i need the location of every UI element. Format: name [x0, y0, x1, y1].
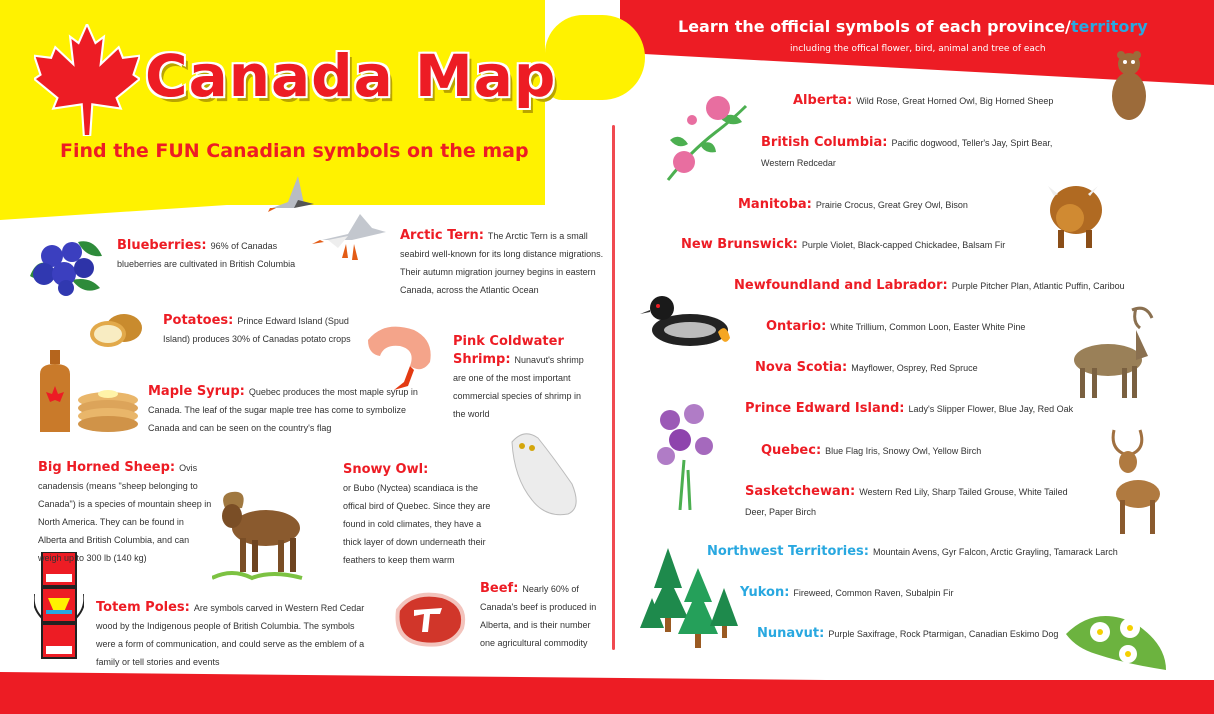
- provinces-heading-main: Learn the official symbols of each province/: [678, 17, 1071, 36]
- fact-title: Big Horned Sheep:: [38, 460, 176, 475]
- province-symbols: Wild Rose, Great Horned Owl, Big Horned Sheep: [856, 96, 1054, 106]
- province-prince-edward-island: [745, 399, 1073, 419]
- fact-snowy-owl: [343, 461, 493, 569]
- province-symbols: White Trillium, Common Loon, Easter White Pine: [830, 322, 1026, 332]
- mountain-avens-icon: [1066, 604, 1170, 670]
- province-alberta: [793, 91, 1053, 111]
- fact-blueberries: [117, 237, 317, 273]
- deer-icon: [1100, 428, 1172, 538]
- snowy-owl-icon: [494, 428, 586, 520]
- province-name: Quebec:: [761, 443, 822, 458]
- fact-title: Snowy Owl:: [343, 462, 429, 477]
- fact-potatoes: [163, 312, 358, 348]
- province-name: Manitoba:: [738, 197, 812, 212]
- territory-yukon: [740, 583, 953, 603]
- province-name: Nova Scotia:: [755, 360, 848, 375]
- fact-text: The Arctic Tern is a small seabird well-known for its long distance migrations. Their autumn migration journey begins in eastern Canada, across the Atlantic Ocean: [400, 231, 604, 295]
- province-symbols: Western Red Lily, Sharp Tailed Grouse, White Tailed Deer, Paper Birch: [745, 487, 1068, 517]
- puzzle-knob-decoration: [545, 15, 645, 100]
- fact-text: Ovis canadensis (means "sheep belonging to Canada") is a species of mountain sheep in North America. They can be found in Alberta and British Columbia, and can weigh up to 300 lb (140 kg): [38, 463, 212, 563]
- province-saskatchewan: [745, 482, 1085, 522]
- province-ontario: [766, 317, 1025, 337]
- fact-title: Pink Coldwater Shrimp:: [453, 334, 564, 367]
- fact-title: Blueberries:: [117, 238, 207, 253]
- page-subtitle: Find the FUN Canadian symbols on the map: [60, 140, 529, 162]
- blueberries-icon: [28, 236, 104, 296]
- loon-icon: [640, 292, 732, 356]
- territory-symbols: Purple Saxifrage, Rock Ptarmigan, Canadian Eskimo Dog: [828, 629, 1059, 639]
- territory-name: Northwest Territories:: [707, 544, 869, 559]
- fact-shrimp: [453, 333, 593, 423]
- province-symbols: Blue Flag Iris, Snowy Owl, Yellow Birch: [825, 446, 982, 456]
- provinces-subheading: including the offical flower, bird, animal and tree of each: [790, 44, 1046, 54]
- province-symbols: Purple Violet, Black-capped Chickadee, Balsam Fir: [801, 240, 1006, 250]
- province-name: Sasketchewan:: [745, 484, 856, 499]
- fact-text: Nearly 60% of Canada's beef is produced in Alberta, and is their number one agricultural commodity: [480, 584, 597, 648]
- province-symbols: Lady's Slipper Flower, Blue Jay, Red Oak: [908, 404, 1074, 414]
- fact-bighorn-sheep: [38, 459, 213, 567]
- province-name: Ontario:: [766, 319, 827, 334]
- territory-symbols: Mountain Avens, Gyr Falcon, Arctic Grayling, Tamarack Larch: [873, 547, 1118, 557]
- fact-title: Arctic Tern:: [400, 228, 484, 243]
- fact-title: Totem Poles:: [96, 600, 190, 615]
- province-newfoundland-labrador: [734, 276, 1125, 296]
- province-symbols: Pacific dogwood, Teller's Jay, Spirt Bear, Western Redcedar: [761, 138, 1053, 168]
- province-name: Prince Edward Island:: [745, 401, 905, 416]
- province-name: British Columbia:: [761, 135, 888, 150]
- fact-title: Potatoes:: [163, 313, 234, 328]
- fact-arctic-tern: [400, 227, 605, 299]
- territory-name: Nunavut:: [757, 626, 825, 641]
- maple-leaf-icon: [34, 24, 140, 136]
- red-footer-band-base: [0, 680, 1214, 714]
- territory-nunavut: [757, 624, 1058, 644]
- bear-icon: [1108, 50, 1150, 122]
- territory-symbols: Fireweed, Common Raven, Subalpin Fir: [793, 588, 954, 598]
- bighorn-sheep-icon: [212, 484, 306, 582]
- province-symbols: Mayflower, Osprey, Red Spruce: [851, 363, 978, 373]
- pine-trees-icon: [638, 548, 738, 658]
- province-name: New Brunswick:: [681, 237, 798, 252]
- steak-icon: [392, 590, 468, 650]
- province-new-brunswick: [681, 235, 1005, 255]
- province-symbols: Prairie Crocus, Great Grey Owl, Bison: [815, 200, 968, 210]
- province-manitoba: [738, 195, 968, 215]
- fact-totem-poles: [96, 599, 371, 671]
- territory-name: Yukon:: [740, 585, 790, 600]
- fact-beef: [480, 580, 605, 652]
- provinces-heading-accent: territory: [1070, 17, 1148, 36]
- province-name: Newfoundland and Labrador:: [734, 278, 948, 293]
- totem-pole-icon: [34, 552, 84, 662]
- fact-maple-syrup: [148, 383, 418, 437]
- province-nova-scotia: [755, 358, 978, 378]
- potato-icon: [88, 312, 144, 348]
- territory-northwest-territories: [707, 542, 1118, 562]
- fact-text: 96% of Canadas blueberries are cultivated in British Columbia: [117, 241, 296, 269]
- province-british-columbia: [761, 133, 1061, 173]
- fact-text: or Bubo (Nyctea) scandiaca is the offical bird of Quebec. Since they are found in cold climates, they have a thick layer of down underneath their feathers to keep them warm: [343, 483, 491, 565]
- province-name: Alberta:: [793, 93, 853, 108]
- fact-title: Maple Syrup:: [148, 384, 245, 399]
- fact-text: Prince Edward Island (Spud Island) produces 30% of Canadas potato crops: [163, 316, 351, 344]
- wild-rose-icon: [660, 92, 756, 184]
- fact-text: Quebec produces the most maple syrup in Canada. The leaf of the sugar maple tree has come to symbolize Canada and can be seen on the country's flag: [148, 387, 418, 433]
- iris-flower-icon: [650, 400, 724, 510]
- caribou-icon: [1062, 306, 1158, 400]
- fact-text: Nunavut's shrimp are one of the most important commercial species of shrimp in the world: [453, 355, 584, 419]
- page-title: Canada Map: [145, 42, 557, 110]
- maple-syrup-icon: [36, 350, 140, 436]
- province-quebec: [761, 441, 981, 461]
- provinces-heading: [678, 17, 1148, 36]
- fact-text: Are symbols carved in Western Red Cedar wood by the Indigenous people of British Columbia. The symbols were a form of communication, and could serve as the emblem of a family or tell stories and events: [96, 603, 365, 667]
- province-symbols: Purple Pitcher Plan, Atlantic Puffin, Caribou: [951, 281, 1125, 291]
- bison-icon: [1044, 180, 1104, 252]
- center-divider: [612, 125, 615, 650]
- fact-title: Beef:: [480, 581, 519, 596]
